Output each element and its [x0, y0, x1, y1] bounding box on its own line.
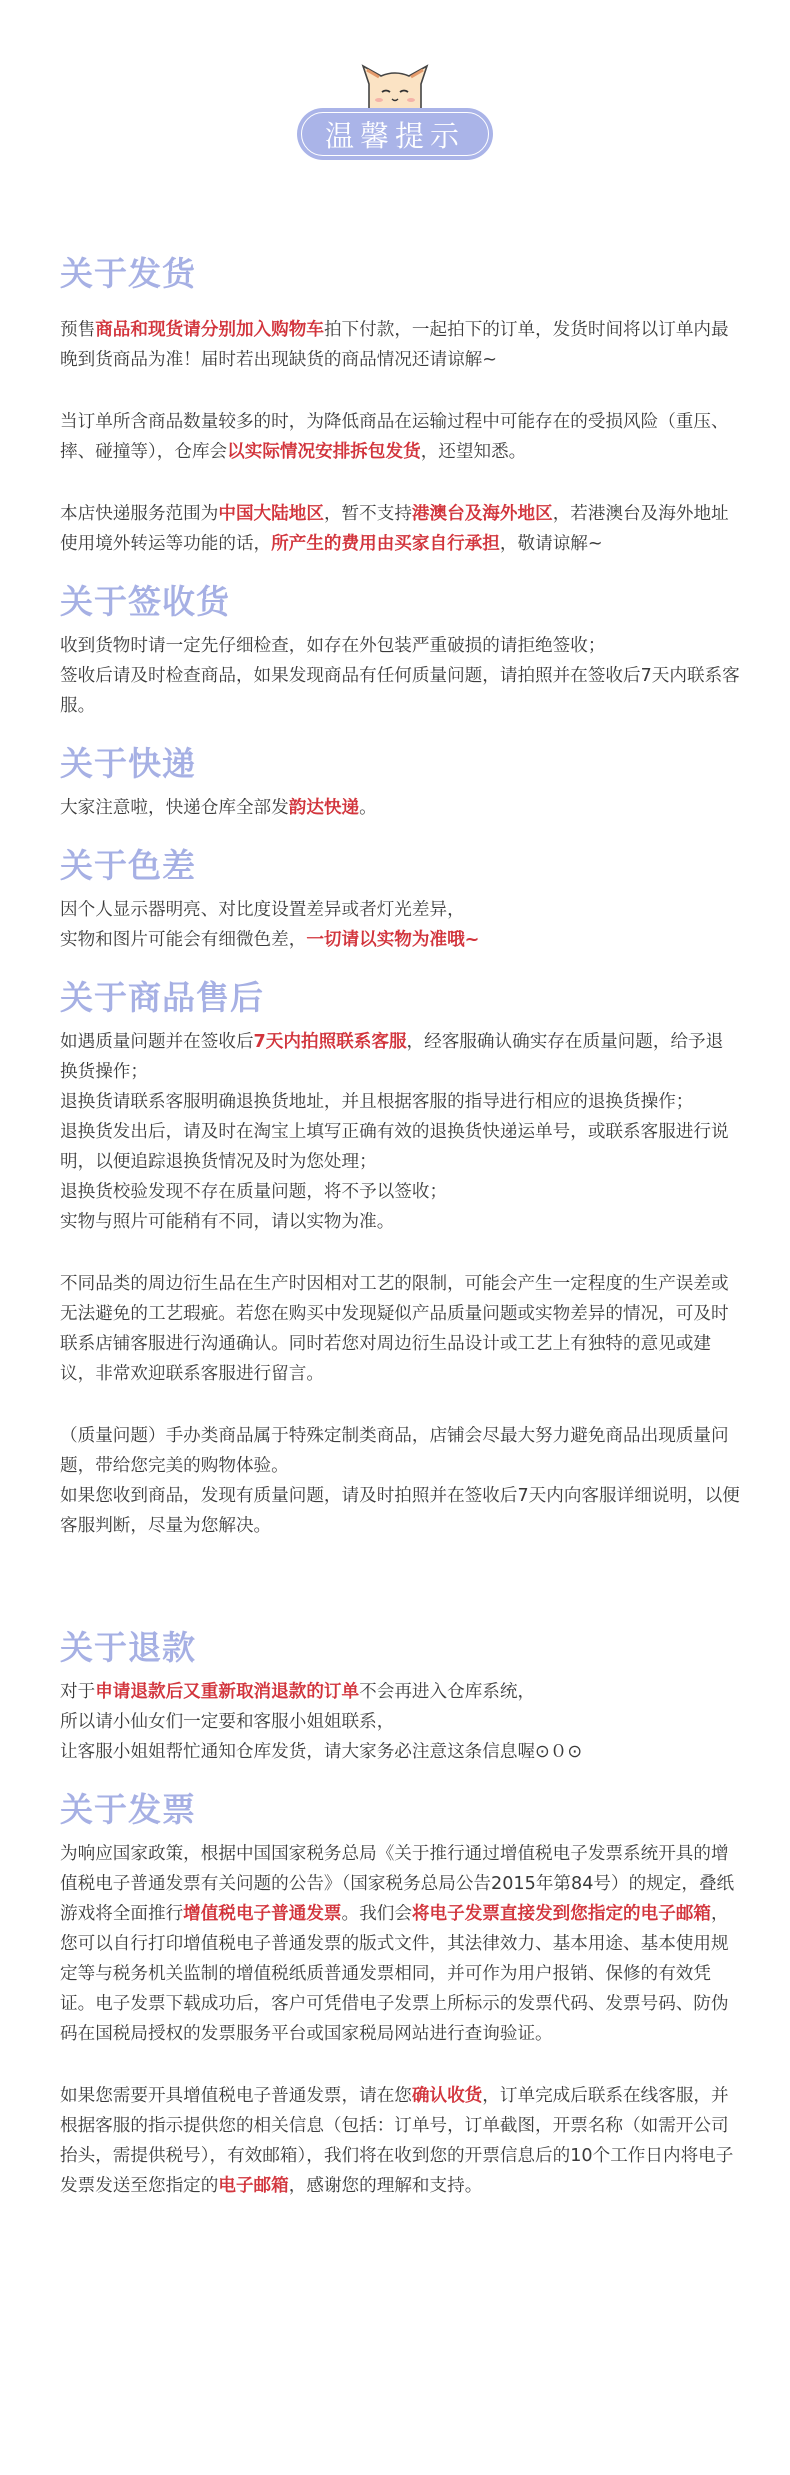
aftersale-paragraph-6: 不同品类的周边衍生品在生产时因相对工艺的限制，可能会产生一定程度的生产误差或无法避免的工艺瑕疵。若您在购买中发现疑似产品质量问题或实物差异的情况，可及时联系店铺客服进行沟通确认。同时若您对周边衍生品设计或工艺上有独特的意见或建议，非常欢迎联系客服进行留言。 [60, 1274, 729, 1384]
aftersale-paragraph-5: 实物与照片可能稍有不同，请以实物为准。 [60, 1212, 395, 1232]
refund-paragraph-1: 对于申请退款后又重新取消退款的订单不会再进入仓库系统， [60, 1682, 536, 1702]
section-title-color: 关于色差 [60, 846, 196, 885]
refund-paragraph-2: 所以请小仙女们一定要和客服小姐姐联系， [60, 1712, 395, 1732]
section-title-refund: 关于退款 [60, 1628, 196, 1667]
notice-content [60, 245, 740, 2201]
shipping-paragraph-1: 预售商品和现货请分别加入购物车拍下付款，一起拍下的订单，发货时间将以订单内最晚到货商品为准！届时若出现缺货的商品情况还请谅解~ [60, 320, 729, 370]
aftersale-paragraph-3: 退换货发出后，请及时在淘宝上填写正确有效的退换货快递运单号，或联系客服进行说明，以便追踪退换货情况及时为您处理； [60, 1122, 729, 1172]
color-paragraph-2: 实物和图片可能会有细微色差，一切请以实物为准哦~ [60, 930, 480, 950]
section-title-aftersale: 关于商品售后 [60, 978, 264, 1017]
aftersale-paragraph-4: 退换货校验发现不存在质量问题，将不予以签收； [60, 1182, 448, 1202]
refund-paragraph-3: 让客服小姐姐帮忙通知仓库发货，请大家务必注意这条信息喔⊙０⊙ [60, 1742, 583, 1762]
aftersale-paragraph-7: （质量问题）手办类商品属于特殊定制类商品，店铺会尽最大努力避免商品出现质量问题，带给您完美的购物体验。 [60, 1426, 729, 1476]
invoice-paragraph-2: 如果您需要开具增值税电子普通发票，请在您确认收货，订单完成后联系在线客服，并根据客服的指示提供您的相关信息（包括：订单号，订单截图，开票名称（如需开公司抬头，需提供税号），有效邮箱），我们将在收到您的开票信息后的10个工作日内将电子发票发送至您指定的电子邮箱，感谢您的理解和支持。 [60, 2086, 734, 2196]
aftersale-paragraph-2: 退换货请联系客服明确退换货地址，并且根据客服的指导进行相应的退换货操作； [60, 1092, 694, 1112]
receiving-paragraph-1: 收到货物时请一定先仔细检查，如存在外包装严重破损的请拒绝签收； [60, 636, 606, 656]
section-title-invoice: 关于发票 [60, 1790, 196, 1829]
invoice-paragraph-1: 为响应国家政策，根据中国国家税务总局《关于推行通过增值税电子发票系统开具的增值税电子普通发票有关问题的公告》（国家税务总局公告2015年第84号）的规定，叠纸游戏将全面推行增值税电子普通发票。我们会将电子发票直接发到您指定的电子邮箱，您可以自行打印增值税电子普通发票的版式文件，其法律效力、基本用途、基本使用规定等与税务机关监制的增值税纸质普通发票相同，并可作为用户报销、保修的有效凭证。电子发票下载成功后，客户可凭借电子发票上所标示的发票代码、发票号码、防伪码在国税局授权的发票服务平台或国家税局网站进行查询验证。 [60, 1844, 735, 2044]
shipping-paragraph-3: 本店快递服务范围为中国大陆地区，暂不支持港澳台及海外地区，若港澳台及海外地址使用境外转运等功能的话，所产生的费用由买家自行承担，敬请谅解~ [60, 504, 729, 554]
receiving-paragraph-2: 签收后请及时检查商品，如果发现商品有任何质量问题，请拍照并在签收后7天内联系客服。 [60, 666, 740, 716]
section-title-shipping: 关于发货 [60, 254, 196, 293]
section-title-receiving: 关于签收货 [60, 582, 230, 621]
section-title-express: 关于快递 [60, 744, 196, 783]
express-paragraph-1: 大家注意啦，快递仓库全部发韵达快递。 [60, 798, 377, 818]
header [0, 0, 790, 170]
cat-mascot-icon [355, 62, 435, 114]
aftersale-paragraph-8: 如果您收到商品，发现有质量问题，请及时拍照并在签收后7天内向客服详细说明，以便客服判断，尽量为您解决。 [60, 1486, 740, 1536]
aftersale-paragraph-1: 如遇质量问题并在签收后7天内拍照联系客服，经客服确认确实存在质量问题，给予退换货操作； [60, 1032, 724, 1082]
color-paragraph-1: 因个人显示器明亮、对比度设置差异或者灯光差异， [60, 900, 465, 920]
title-banner [297, 108, 493, 160]
page-title: 温馨提示 [324, 118, 465, 153]
shipping-paragraph-2: 当订单所含商品数量较多的时，为降低商品在运输过程中可能存在的受损风险（重压、摔、碰撞等），仓库会以实际情况安排拆包发货，还望知悉。 [60, 412, 729, 462]
